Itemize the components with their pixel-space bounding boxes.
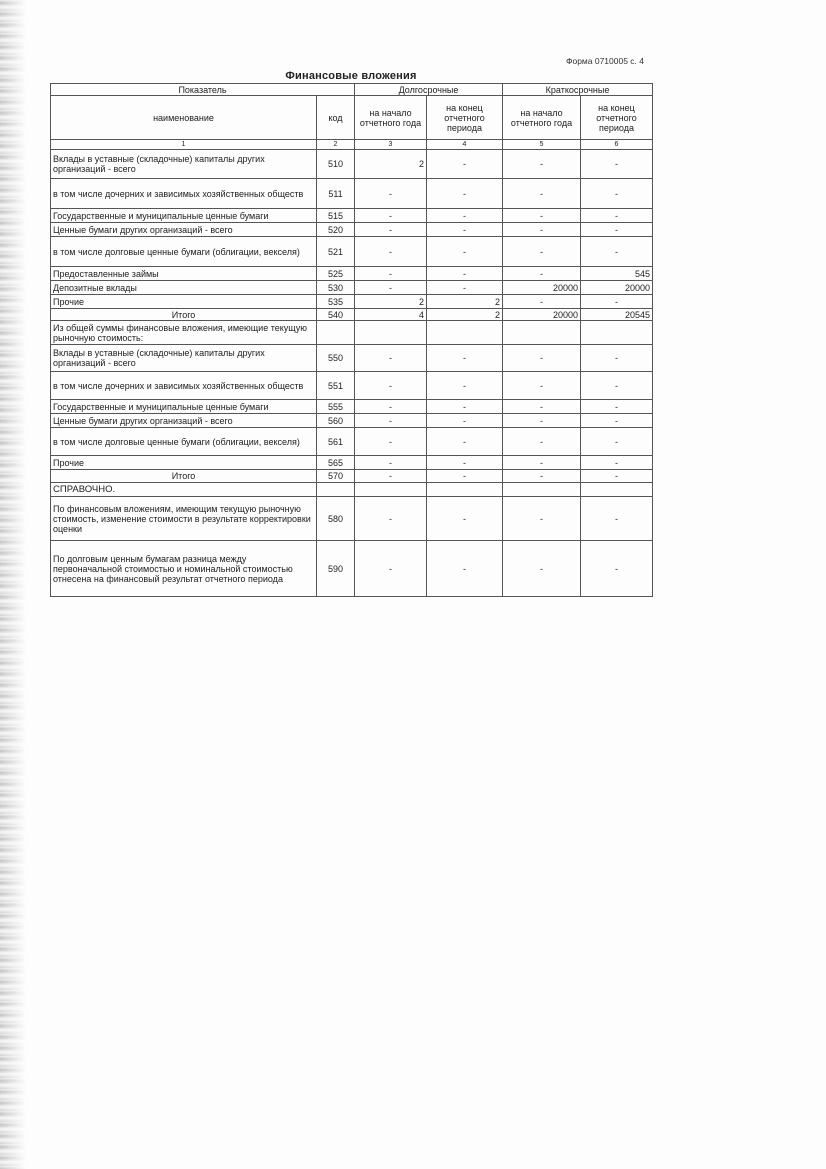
row-c6: - (581, 150, 653, 179)
table-row (51, 209, 653, 223)
row-c6: - (581, 428, 653, 456)
row-c5: - (503, 372, 581, 400)
row-c3: 2 (355, 295, 427, 309)
row-name: Прочие (51, 295, 317, 309)
col-num-1: 1 (51, 140, 317, 150)
row-c5: 20000 (503, 309, 581, 321)
row-name: Ценные бумаги других организаций - всего (51, 223, 317, 237)
row-name: в том числе дочерних и зависимых хозяйственных обществ (51, 179, 317, 209)
row-name: Вклады в уставные (складочные) капиталы других организаций - всего (51, 150, 317, 179)
row-c6: - (581, 295, 653, 309)
row-code: 511 (317, 179, 355, 209)
row-c3: 4 (355, 309, 427, 321)
row-code: 540 (317, 309, 355, 321)
col-num-6: 6 (581, 140, 653, 150)
row-c3: - (355, 414, 427, 428)
header-long-end: на конец отчетного периода (427, 96, 503, 140)
row-c6: - (581, 541, 653, 597)
row-c5: - (503, 295, 581, 309)
header-short-end: на конец отчетного периода (581, 96, 653, 140)
reference-heading-row (51, 483, 653, 497)
row-c5: - (503, 428, 581, 456)
table-row (51, 223, 653, 237)
row-c3: 2 (355, 150, 427, 179)
row-c6: - (581, 470, 653, 483)
row-c6: 20000 (581, 281, 653, 295)
row-c3: - (355, 470, 427, 483)
row-c6: - (581, 209, 653, 223)
table-row (51, 179, 653, 209)
row-code: 510 (317, 150, 355, 179)
row-name: Итого (51, 470, 317, 483)
row-code (317, 483, 355, 497)
row-c3: - (355, 281, 427, 295)
row-c5: - (503, 209, 581, 223)
row-c3 (355, 321, 427, 345)
table-row (51, 541, 653, 597)
row-c4: - (427, 223, 503, 237)
header-short-start: на начало отчетного года (503, 96, 581, 140)
table-row (51, 428, 653, 456)
table-row (51, 400, 653, 414)
row-c3: - (355, 237, 427, 267)
table-row (51, 456, 653, 470)
row-c4: - (427, 345, 503, 372)
row-c6: - (581, 414, 653, 428)
table-row (51, 150, 653, 179)
table-row (51, 345, 653, 372)
doc-title: Финансовые вложения (285, 70, 417, 82)
row-name: в том числе долговые ценные бумаги (облигации, векселя) (51, 428, 317, 456)
table-row (51, 414, 653, 428)
total-row (51, 470, 653, 483)
table-row (51, 497, 653, 541)
row-c3: - (355, 400, 427, 414)
row-c3: - (355, 497, 427, 541)
row-c6: - (581, 372, 653, 400)
row-c4: - (427, 470, 503, 483)
row-c4: - (427, 497, 503, 541)
row-name: СПРАВОЧНО. (51, 483, 317, 497)
row-code: 530 (317, 281, 355, 295)
row-name: Депозитные вклады (51, 281, 317, 295)
row-c6: - (581, 345, 653, 372)
row-c5: - (503, 237, 581, 267)
row-c5: - (503, 470, 581, 483)
row-c6: - (581, 456, 653, 470)
row-code: 520 (317, 223, 355, 237)
row-code: 570 (317, 470, 355, 483)
row-c4 (427, 483, 503, 497)
row-code: 580 (317, 497, 355, 541)
row-c4: - (427, 281, 503, 295)
row-code: 521 (317, 237, 355, 267)
form-code: Форма 0710005 с. 4 (566, 56, 645, 66)
row-c6: - (581, 400, 653, 414)
section-heading-row (51, 321, 653, 345)
row-c4: - (427, 414, 503, 428)
row-c3 (355, 483, 427, 497)
row-name: Государственные и муниципальные ценные бумаги (51, 400, 317, 414)
header-row-2 (51, 96, 653, 140)
row-name: Ценные бумаги других организаций - всего (51, 414, 317, 428)
row-code: 515 (317, 209, 355, 223)
row-c4: - (427, 541, 503, 597)
row-c4: - (427, 400, 503, 414)
row-c6: - (581, 497, 653, 541)
row-c6: 20545 (581, 309, 653, 321)
row-code: 555 (317, 400, 355, 414)
scan-edge-shadow (0, 0, 26, 1169)
row-c4: - (427, 428, 503, 456)
row-c5: - (503, 150, 581, 179)
col-num-5: 5 (503, 140, 581, 150)
header-code: код (317, 96, 355, 140)
table-row (51, 281, 653, 295)
row-c6: 545 (581, 267, 653, 281)
row-c4: - (427, 372, 503, 400)
row-c4: 2 (427, 309, 503, 321)
row-c3: - (355, 541, 427, 597)
row-name: Прочие (51, 456, 317, 470)
header-long-start: на начало отчетного года (355, 96, 427, 140)
row-name: в том числе дочерних и зависимых хозяйственных обществ (51, 372, 317, 400)
row-c5: - (503, 345, 581, 372)
row-c4: - (427, 267, 503, 281)
row-c4: - (427, 237, 503, 267)
row-name: Из общей суммы финансовые вложения, имеющие текущую рыночную стоимость: (51, 321, 317, 345)
column-numbers-row (51, 140, 653, 150)
row-c4: - (427, 456, 503, 470)
row-c3: - (355, 372, 427, 400)
row-c6 (581, 321, 653, 345)
row-c5 (503, 321, 581, 345)
row-c6: - (581, 179, 653, 209)
row-name: Предоставленные займы (51, 267, 317, 281)
row-c3: - (355, 456, 427, 470)
total-row (51, 309, 653, 321)
row-c3: - (355, 209, 427, 223)
row-code: 535 (317, 295, 355, 309)
table-row (51, 295, 653, 309)
row-c6: - (581, 223, 653, 237)
row-c5 (503, 483, 581, 497)
row-name: в том числе долговые ценные бумаги (облигации, векселя) (51, 237, 317, 267)
row-code: 550 (317, 345, 355, 372)
row-name: Итого (51, 309, 317, 321)
row-code: 590 (317, 541, 355, 597)
row-c5: - (503, 223, 581, 237)
row-code: 561 (317, 428, 355, 456)
row-code: 565 (317, 456, 355, 470)
row-c4: - (427, 209, 503, 223)
row-name: По финансовым вложениям, имеющим текущую рыночную стоимость, изменение стоимости в результате корректировки оценки (51, 497, 317, 541)
row-c4: - (427, 179, 503, 209)
row-c4: - (427, 150, 503, 179)
table-row (51, 267, 653, 281)
col-num-3: 3 (355, 140, 427, 150)
row-c3: - (355, 223, 427, 237)
row-c3: - (355, 267, 427, 281)
row-c5: - (503, 267, 581, 281)
row-c6 (581, 483, 653, 497)
row-c6: - (581, 237, 653, 267)
row-c3: - (355, 345, 427, 372)
table-row (51, 372, 653, 400)
row-c4: 2 (427, 295, 503, 309)
row-c5: - (503, 414, 581, 428)
row-c5: - (503, 497, 581, 541)
table-row (51, 237, 653, 267)
header-long-term: Долгосрочные (355, 84, 503, 96)
row-c3: - (355, 179, 427, 209)
header-short-term: Краткосрочные (503, 84, 653, 96)
row-name: По долговым ценным бумагам разница между первоначальной стоимостью и номинальной стоимостью отнесена на финансовый результат отчетного периода (51, 541, 317, 597)
col-num-4: 4 (427, 140, 503, 150)
row-code: 525 (317, 267, 355, 281)
row-c5: - (503, 400, 581, 414)
row-name: Государственные и муниципальные ценные бумаги (51, 209, 317, 223)
header-name: наименование (51, 96, 317, 140)
row-c3: - (355, 428, 427, 456)
row-code: 551 (317, 372, 355, 400)
row-code (317, 321, 355, 345)
header-row-1 (51, 84, 653, 96)
row-c4 (427, 321, 503, 345)
title-wrapper (0, 70, 826, 82)
row-code: 560 (317, 414, 355, 428)
row-c5: - (503, 179, 581, 209)
row-c5: - (503, 456, 581, 470)
row-c5: - (503, 541, 581, 597)
header-pokazatel: Показатель (51, 84, 355, 96)
financial-investments-table (50, 83, 653, 597)
col-num-2: 2 (317, 140, 355, 150)
row-c5: 20000 (503, 281, 581, 295)
row-name: Вклады в уставные (складочные) капиталы других организаций - всего (51, 345, 317, 372)
